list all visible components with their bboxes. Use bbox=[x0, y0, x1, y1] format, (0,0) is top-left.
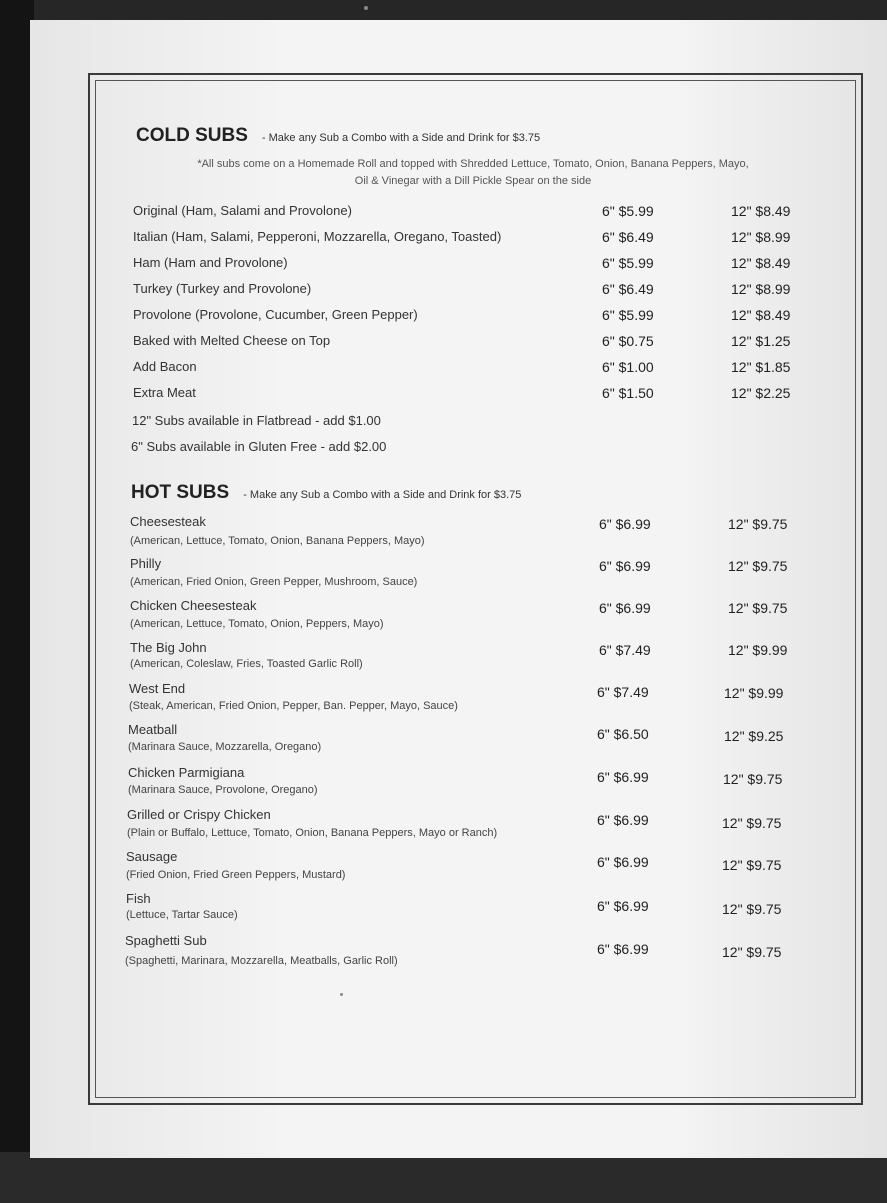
item-name: Provolone (Provolone, Cucumber, Green Pepper) bbox=[133, 307, 418, 322]
item-description: (Marinara Sauce, Mozzarella, Oregano) bbox=[128, 741, 322, 753]
fine-print-line-2: Oil & Vinegar with a Dill Pickle Spear on the side bbox=[354, 175, 592, 187]
item-name: Sausage bbox=[126, 849, 178, 864]
binder-spine bbox=[0, 0, 34, 1203]
item-name: Chicken Cheesesteak bbox=[130, 598, 257, 613]
price-12in: 12" $9.75 bbox=[728, 600, 788, 616]
price-6in: 6" $5.99 bbox=[602, 203, 654, 219]
price-12in: 12" $9.75 bbox=[722, 944, 782, 960]
hot-subs-combo-note: - Make any Sub a Combo with a Side and Drink for $3.75 bbox=[243, 489, 522, 501]
item-name: Original (Ham, Salami and Provolone) bbox=[133, 203, 352, 218]
item-description: (Spaghetti, Marinara, Mozzarella, Meatballs, Garlic Roll) bbox=[125, 955, 398, 967]
price-6in: 6" $7.49 bbox=[597, 684, 649, 700]
item-name: Turkey (Turkey and Provolone) bbox=[133, 281, 312, 296]
price-12in: 12" $8.49 bbox=[731, 255, 791, 271]
cold-subs-header bbox=[136, 125, 540, 147]
item-name: Add Bacon bbox=[133, 359, 197, 374]
price-6in: 6" $6.99 bbox=[597, 898, 649, 914]
price-12in: 12" $1.85 bbox=[731, 359, 791, 375]
item-name: Grilled or Crispy Chicken bbox=[127, 807, 271, 822]
item-name: Cheesesteak bbox=[130, 514, 206, 529]
price-12in: 12" $8.99 bbox=[731, 281, 791, 297]
cold-subs-combo-note: - Make any Sub a Combo with a Side and Drink for $3.75 bbox=[261, 132, 541, 144]
price-6in: 6" $6.99 bbox=[599, 558, 651, 574]
item-name: Spaghetti Sub bbox=[125, 933, 207, 948]
price-12in: 12" $9.75 bbox=[728, 516, 788, 532]
item-description: (American, Lettuce, Tomato, Onion, Banana Peppers, Mayo) bbox=[130, 535, 425, 547]
price-12in: 12" $8.99 bbox=[731, 229, 791, 245]
hot-subs-header bbox=[131, 482, 521, 504]
item-name: Philly bbox=[130, 556, 162, 571]
price-12in: 12" $8.49 bbox=[731, 307, 791, 323]
item-description: (Marinara Sauce, Provolone, Oregano) bbox=[128, 784, 318, 796]
price-6in: 6" $5.99 bbox=[602, 307, 654, 323]
price-6in: 6" $5.99 bbox=[602, 255, 654, 271]
item-description: (Lettuce, Tartar Sauce) bbox=[126, 909, 238, 921]
price-6in: 6" $6.99 bbox=[597, 812, 649, 828]
fine-print-line-1: *All subs come on a Homemade Roll and topped with Shredded Lettuce, Tomato, Onion, Banana Peppers, Mayo, bbox=[197, 158, 749, 170]
item-name: Italian (Ham, Salami, Pepperoni, Mozzarella, Oregano, Toasted) bbox=[133, 229, 502, 244]
item-name: West End bbox=[129, 681, 186, 696]
item-description: (Plain or Buffalo, Lettuce, Tomato, Onion, Banana Peppers, Mayo or Ranch) bbox=[127, 827, 498, 839]
price-6in: 6" $0.75 bbox=[602, 333, 654, 349]
price-6in: 6" $1.50 bbox=[602, 385, 654, 401]
item-name: Chicken Parmigiana bbox=[128, 765, 245, 780]
price-6in: 6" $6.99 bbox=[597, 941, 649, 957]
item-name: Fish bbox=[126, 891, 151, 906]
price-12in: 12" $2.25 bbox=[731, 385, 791, 401]
price-12in: 12" $9.75 bbox=[722, 857, 782, 873]
price-12in: 12" $9.99 bbox=[724, 685, 784, 701]
price-6in: 6" $6.49 bbox=[602, 229, 654, 245]
price-6in: 6" $1.00 bbox=[602, 359, 654, 375]
item-name: Extra Meat bbox=[133, 385, 196, 400]
item-description: (American, Lettuce, Tomato, Onion, Peppers, Mayo) bbox=[130, 618, 384, 630]
item-name: Baked with Melted Cheese on Top bbox=[133, 333, 331, 348]
item-description: (Steak, American, Fried Onion, Pepper, Ban. Pepper, Mayo, Sauce) bbox=[129, 700, 458, 712]
price-12in: 12" $9.75 bbox=[723, 771, 783, 787]
price-12in: 12" $9.75 bbox=[722, 815, 782, 831]
item-description: (Fried Onion, Fried Green Peppers, Mustard) bbox=[126, 869, 346, 881]
cold-subs-fine-print bbox=[128, 156, 818, 190]
price-6in: 6" $6.49 bbox=[602, 281, 654, 297]
price-6in: 6" $6.99 bbox=[597, 769, 649, 785]
page-speck bbox=[340, 993, 343, 996]
gluten-free-note: 6" Subs available in Gluten Free - add $2.00 bbox=[131, 439, 387, 454]
price-12in: 12" $1.25 bbox=[731, 333, 791, 349]
price-6in: 6" $6.99 bbox=[599, 600, 651, 616]
price-12in: 12" $9.75 bbox=[728, 558, 788, 574]
price-6in: 6" $7.49 bbox=[599, 642, 651, 658]
price-6in: 6" $6.50 bbox=[597, 726, 649, 742]
price-12in: 12" $9.99 bbox=[728, 642, 788, 658]
item-name: Meatball bbox=[128, 722, 178, 737]
flatbread-note: 12" Subs available in Flatbread - add $1.00 bbox=[132, 413, 381, 428]
price-6in: 6" $6.99 bbox=[599, 516, 651, 532]
cold-subs-title: COLD SUBS bbox=[136, 125, 248, 146]
item-name: The Big John bbox=[130, 640, 207, 655]
price-12in: 12" $9.75 bbox=[722, 901, 782, 917]
binder-bottom bbox=[0, 1152, 887, 1203]
price-6in: 6" $6.99 bbox=[597, 854, 649, 870]
item-description: (American, Fried Onion, Green Pepper, Mushroom, Sauce) bbox=[130, 576, 418, 588]
price-12in: 12" $8.49 bbox=[731, 203, 791, 219]
price-12in: 12" $9.25 bbox=[724, 728, 784, 744]
item-description: (American, Coleslaw, Fries, Toasted Garlic Roll) bbox=[130, 658, 363, 670]
binder-rivet bbox=[364, 6, 368, 10]
hot-subs-title: HOT SUBS bbox=[131, 482, 230, 503]
item-name: Ham (Ham and Provolone) bbox=[133, 255, 288, 270]
